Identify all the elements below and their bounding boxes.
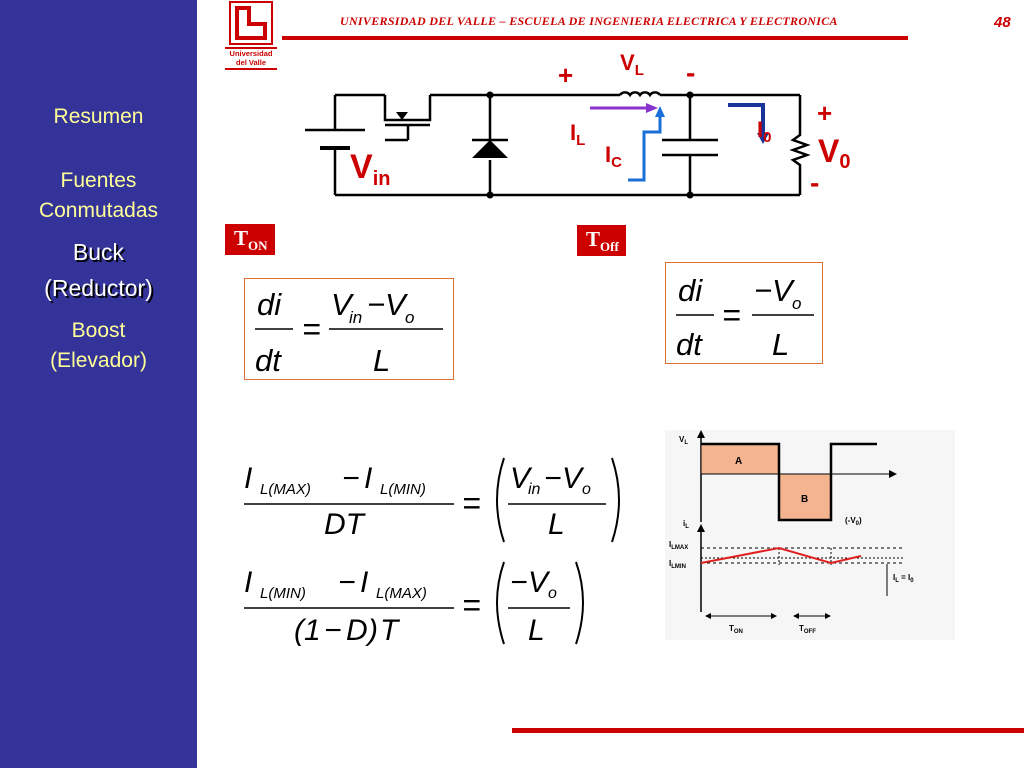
sidebar-item-label: (Elevador): [50, 349, 147, 372]
university-logo: [222, 0, 280, 72]
sidebar-item-reductor[interactable]: [0, 272, 197, 305]
header-title: UNIVERSIDAD DEL VALLE – ESCUELA DE INGENIERIA ELECTRICA Y ELECTRONICA: [340, 14, 838, 28]
io-sub: 0: [763, 129, 772, 146]
svg-text:VL: [620, 50, 644, 79]
toff-label: $T_{Off}$: [577, 225, 626, 256]
svg-text:(-V0): $(-V_0)$: [845, 516, 862, 527]
svg-text:L(MAX): L(MAX): [260, 481, 311, 498]
sidebar-item-buck[interactable]: [0, 236, 197, 269]
il-eq-label: I: [893, 573, 896, 582]
sidebar-item-label: Buck: [72, 239, 125, 265]
svg-text:L: L: [548, 508, 565, 541]
svg-text:I: I: [360, 566, 369, 599]
svg-text:L(MAX): L(MAX): [376, 585, 427, 602]
svg-text:=: =: [302, 311, 321, 347]
sidebar: [0, 0, 197, 768]
svg-text:=: =: [462, 587, 481, 623]
wave-toff-label: T: [799, 624, 804, 633]
neg-vo-label: (-V: [845, 516, 856, 525]
svg-text:L: L: [528, 614, 545, 647]
inductor-waveform: [665, 430, 955, 640]
svg-text:V: V: [510, 462, 531, 495]
svg-text:V: V: [772, 273, 793, 308]
il-sub: L: [576, 132, 586, 149]
il-label: I: [570, 120, 577, 145]
ripple-equations: [240, 452, 635, 652]
svg-text:in: in: [528, 481, 541, 498]
ton-equation-box: [244, 278, 454, 380]
vl-label: V: [620, 50, 635, 75]
svg-text:TON: $T_{ON}$: [729, 624, 743, 635]
vin-sub: in: [372, 168, 391, 190]
toff-equation: [666, 263, 822, 363]
svg-text:VL: $V_L$: [679, 435, 689, 446]
svg-text:ILMIN: $I_{LMIN}$: [669, 559, 686, 570]
sidebar-item-label: Resumen: [53, 105, 144, 128]
logo-text-2: del Valle: [235, 58, 267, 67]
svg-text:dt: dt: [676, 327, 702, 362]
svg-text:o: o: [548, 585, 557, 602]
svg-text:TOFF: $T_{OFF}$: [799, 624, 816, 635]
area-b-label: B: [801, 494, 809, 505]
svg-text:di: di: [678, 273, 703, 308]
svg-text:I: I: [244, 462, 253, 495]
svg-text:dt: dt: [255, 343, 281, 378]
vl-plus-label: +: [558, 60, 574, 90]
svg-text:DT: DT: [324, 508, 364, 541]
sidebar-item-fuentes[interactable]: [0, 168, 197, 193]
vo-minus-label: -: [810, 167, 820, 198]
ton-equation: [245, 279, 453, 379]
svg-text:D: D: [346, 614, 368, 647]
svg-text:=: =: [722, 297, 741, 333]
sidebar-item-label: Conmutadas: [38, 199, 159, 222]
svg-text:−: −: [544, 462, 562, 495]
svg-text:I: I: [244, 566, 253, 599]
area-a-label: A: [735, 456, 743, 467]
svg-text:−: −: [338, 566, 356, 599]
svg-text:di: di: [257, 287, 282, 322]
svg-text:T: T: [380, 614, 399, 647]
svg-text:−: −: [754, 273, 773, 308]
svg-text:(1: (1: [294, 614, 321, 647]
sidebar-item-conmutadas[interactable]: [0, 198, 197, 223]
svg-text:IC: [605, 142, 622, 171]
toff-equation-box: [665, 262, 823, 364]
sidebar-item-label: (Reductor): [44, 275, 153, 301]
wave-il-axis: i: [683, 519, 686, 528]
ilmax-label: I: [669, 540, 672, 549]
page-number: 48: [994, 14, 1011, 31]
logo-text-1: Universidad: [229, 49, 273, 58]
sidebar-item-elevador[interactable]: [0, 348, 197, 373]
sidebar-item-label: Fuentes: [60, 169, 137, 192]
svg-text:Vin: [350, 148, 390, 190]
vl-sub: L: [634, 62, 644, 79]
svg-text:L(MIN): L(MIN): [260, 585, 306, 602]
vl-minus-label: -: [686, 57, 696, 88]
footer-rule: [512, 728, 1024, 733]
svg-text:−: −: [510, 566, 528, 599]
svg-text:V: V: [562, 462, 583, 495]
svg-text:in: in: [349, 308, 363, 327]
svg-text:−: −: [342, 462, 360, 495]
ic-label: I: [605, 142, 612, 167]
svg-text:I: I: [364, 462, 373, 495]
svg-text:V: V: [385, 287, 406, 322]
svg-text:o: o: [792, 294, 802, 313]
svg-text:ILMAX: $I_{LMAX}$: [669, 540, 689, 551]
svg-text:L: L: [373, 343, 391, 378]
buck-converter-circuit: [290, 40, 870, 215]
svg-text:): ): [368, 614, 378, 647]
svg-text:−: −: [367, 287, 386, 322]
svg-text:L(MIN): L(MIN): [380, 481, 426, 498]
svg-text:=: =: [462, 485, 481, 521]
vo-plus-label: +: [817, 98, 833, 128]
svg-text:iL: $i_L$: [683, 519, 689, 530]
svg-text:IL = I0: $I_L = I_0$: [893, 573, 914, 584]
svg-text:o: o: [582, 481, 591, 498]
ilmin-label: I: [669, 559, 672, 568]
svg-text:o: o: [405, 308, 415, 327]
wave-ton-label: T: [729, 624, 734, 633]
sidebar-item-boost[interactable]: [0, 318, 197, 343]
sidebar-item-resumen[interactable]: [0, 104, 197, 129]
svg-text:IL: [570, 120, 585, 149]
wave-vl-axis: V: [679, 435, 685, 444]
svg-text:V: V: [331, 287, 352, 322]
ton-label: $T_{ON}$: [225, 224, 275, 255]
sidebar-item-label: Boost: [71, 319, 126, 342]
svg-text:V: V: [528, 566, 549, 599]
io-label: I: [757, 117, 764, 142]
vo-sub: 0: [839, 151, 851, 173]
svg-text:V0: [818, 133, 850, 173]
vin-label: V: [350, 148, 373, 186]
svg-text:−: −: [324, 614, 342, 647]
vo-label: V: [818, 133, 840, 169]
svg-text:L: L: [772, 327, 790, 362]
ic-sub: C: [611, 154, 622, 171]
